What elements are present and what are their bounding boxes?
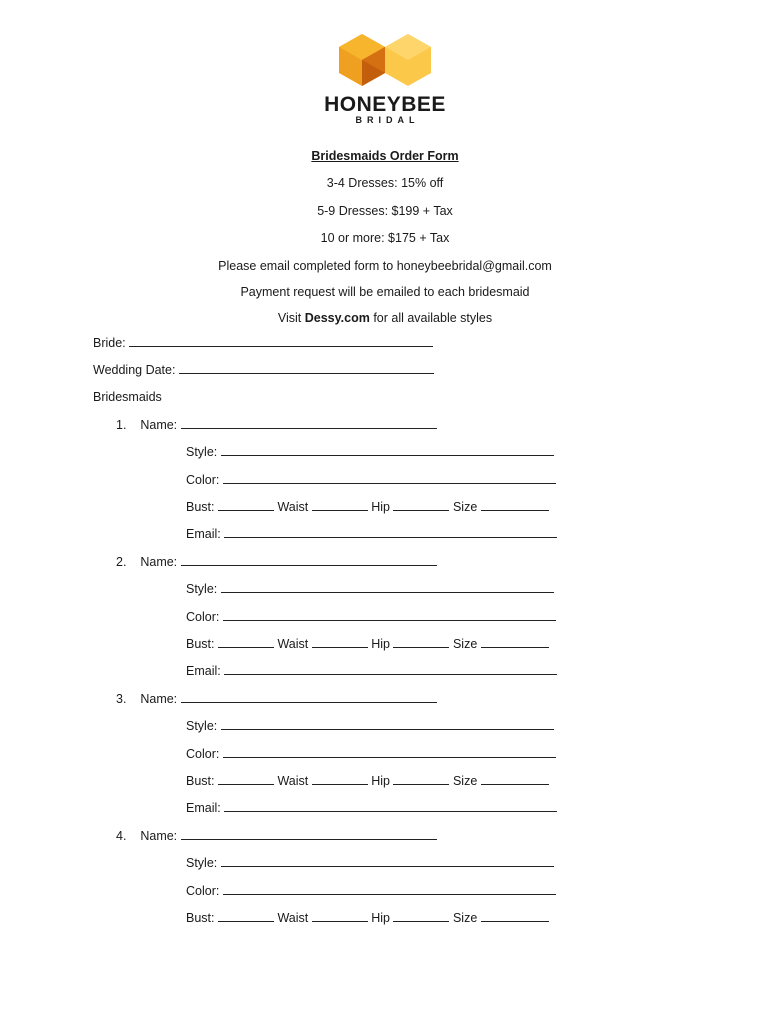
visit-prefix: Visit bbox=[277, 311, 302, 325]
name-label: Name: bbox=[140, 829, 178, 843]
hip-input[interactable] bbox=[393, 773, 449, 785]
email-input[interactable] bbox=[224, 800, 557, 812]
visit-suffix: for all available styles bbox=[373, 311, 493, 325]
name-row bbox=[116, 691, 437, 707]
waist-input[interactable] bbox=[312, 499, 368, 511]
name-label: Name: bbox=[140, 555, 178, 569]
color-label: Color: bbox=[186, 472, 220, 487]
name-label: Name: bbox=[140, 692, 178, 706]
hip-label: Hip bbox=[371, 910, 390, 925]
style-input[interactable] bbox=[221, 581, 554, 593]
color-input[interactable] bbox=[223, 746, 556, 758]
entry-number: 2. bbox=[116, 555, 127, 569]
bust-input[interactable] bbox=[218, 499, 274, 511]
bust-input[interactable] bbox=[218, 773, 274, 785]
email-row bbox=[186, 663, 557, 679]
color-row bbox=[186, 472, 556, 488]
entry-number: 4. bbox=[116, 829, 127, 843]
brand-sub: BRIDAL bbox=[355, 115, 420, 125]
hip-input[interactable] bbox=[393, 636, 449, 648]
visit-note bbox=[0, 310, 770, 326]
measurements-row bbox=[186, 773, 549, 789]
bridesmaids-heading: Bridesmaids bbox=[93, 390, 162, 404]
size-label: Size bbox=[452, 773, 478, 788]
name-row bbox=[116, 417, 437, 433]
style-label: Style: bbox=[186, 856, 218, 871]
bust-label: Bust: bbox=[186, 636, 215, 651]
email-instruction: Please email completed form to honeybeebridal@gmail.com bbox=[218, 259, 552, 273]
name-input[interactable] bbox=[181, 554, 437, 566]
entry-number: 3. bbox=[116, 692, 127, 706]
waist-input[interactable] bbox=[312, 910, 368, 922]
bride-field bbox=[93, 335, 433, 351]
entry-number: 1. bbox=[116, 418, 127, 432]
wedding-date-field bbox=[93, 362, 434, 378]
payment-note: Payment request will be emailed to each bridesmaid bbox=[240, 285, 530, 299]
size-label: Size bbox=[452, 910, 478, 925]
hip-label: Hip bbox=[371, 499, 390, 514]
bust-input[interactable] bbox=[218, 910, 274, 922]
waist-label: Waist bbox=[277, 636, 309, 651]
hip-input[interactable] bbox=[393, 910, 449, 922]
style-label: Style: bbox=[186, 582, 218, 597]
email-label: Email: bbox=[186, 527, 221, 542]
color-row bbox=[186, 609, 556, 625]
bride-input[interactable] bbox=[129, 335, 433, 347]
waist-label: Waist bbox=[277, 910, 309, 925]
bust-label: Bust: bbox=[186, 773, 215, 788]
bust-label: Bust: bbox=[186, 910, 215, 925]
color-input[interactable] bbox=[223, 472, 556, 484]
style-row bbox=[186, 581, 554, 597]
hip-input[interactable] bbox=[393, 499, 449, 511]
waist-label: Waist bbox=[277, 499, 309, 514]
style-row bbox=[186, 444, 554, 460]
size-label: Size bbox=[452, 636, 478, 651]
color-row bbox=[186, 746, 556, 762]
brand-logo-text bbox=[320, 94, 450, 126]
measurements-row bbox=[186, 636, 549, 652]
style-row bbox=[186, 855, 554, 871]
hip-label: Hip bbox=[371, 773, 390, 788]
wedding-date-input[interactable] bbox=[179, 362, 434, 374]
color-label: Color: bbox=[186, 746, 220, 761]
style-label: Style: bbox=[186, 445, 218, 460]
color-input[interactable] bbox=[223, 609, 556, 621]
style-input[interactable] bbox=[221, 855, 554, 867]
name-label: Name: bbox=[140, 418, 178, 432]
style-row bbox=[186, 718, 554, 734]
measurements-row bbox=[186, 499, 549, 515]
size-input[interactable] bbox=[481, 773, 549, 785]
bust-label: Bust: bbox=[186, 499, 215, 514]
color-label: Color: bbox=[186, 883, 220, 898]
bust-input[interactable] bbox=[218, 636, 274, 648]
name-input[interactable] bbox=[181, 828, 437, 840]
waist-label: Waist bbox=[277, 773, 309, 788]
size-label: Size bbox=[452, 499, 478, 514]
style-input[interactable] bbox=[221, 718, 554, 730]
pricing-line-2: 5-9 Dresses: $199 + Tax bbox=[317, 204, 453, 218]
wedding-date-label: Wedding Date: bbox=[93, 363, 176, 377]
name-row bbox=[116, 554, 437, 570]
style-input[interactable] bbox=[221, 444, 554, 456]
bride-label: Bride: bbox=[93, 336, 126, 350]
email-label: Email: bbox=[186, 664, 221, 679]
email-row bbox=[186, 526, 557, 542]
color-row bbox=[186, 883, 556, 899]
color-input[interactable] bbox=[223, 883, 556, 895]
visit-site-link[interactable]: Dessy.com bbox=[304, 311, 370, 325]
waist-input[interactable] bbox=[312, 773, 368, 785]
color-label: Color: bbox=[186, 609, 220, 624]
hip-label: Hip bbox=[371, 636, 390, 651]
pricing-line-1: 3-4 Dresses: 15% off bbox=[326, 176, 444, 190]
name-input[interactable] bbox=[181, 417, 437, 429]
name-input[interactable] bbox=[181, 691, 437, 703]
size-input[interactable] bbox=[481, 910, 549, 922]
email-input[interactable] bbox=[224, 526, 557, 538]
measurements-row bbox=[186, 910, 549, 926]
email-input[interactable] bbox=[224, 663, 557, 675]
pricing-line-3: 10 or more: $175 + Tax bbox=[320, 231, 450, 245]
size-input[interactable] bbox=[481, 636, 549, 648]
waist-input[interactable] bbox=[312, 636, 368, 648]
form-title: Bridesmaids Order Form bbox=[311, 149, 459, 163]
email-label: Email: bbox=[186, 801, 221, 816]
name-row bbox=[116, 828, 437, 844]
size-input[interactable] bbox=[481, 499, 549, 511]
email-row bbox=[186, 800, 557, 816]
brand-name: HONEYBEE bbox=[324, 93, 446, 116]
style-label: Style: bbox=[186, 719, 218, 734]
